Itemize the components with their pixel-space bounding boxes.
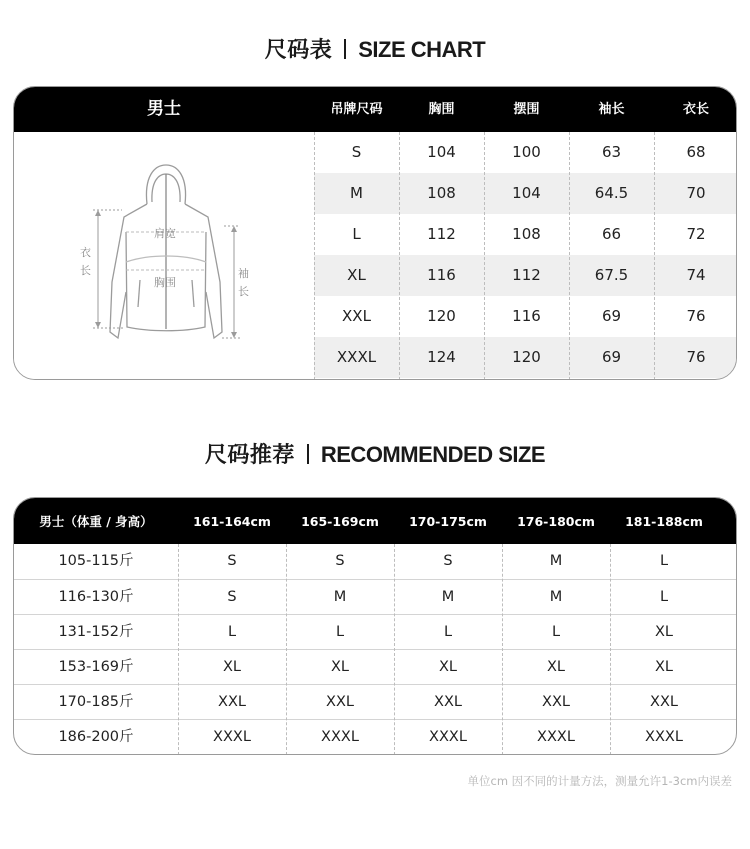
table-cell: 116-130斤 (58, 589, 134, 605)
table-cell: XXXL (321, 729, 359, 745)
table-cell: 63 (601, 143, 622, 161)
table-cell: L (659, 589, 669, 605)
table-cell: M (441, 589, 455, 605)
column-divider (569, 132, 570, 380)
column-divider (286, 544, 287, 755)
table-cell: S (443, 553, 453, 569)
header-tag-size: 吊牌尺码 (330, 102, 383, 117)
table-cell: L (551, 624, 561, 640)
table-cell: S (227, 589, 237, 605)
table-cell: 68 (686, 143, 706, 161)
recommended-title-cn: 尺码推荐 (204, 443, 295, 468)
size-chart-title (0, 33, 750, 64)
table-cell: XXXL (336, 348, 377, 366)
table-row (14, 579, 737, 614)
table-row (314, 173, 737, 214)
table-cell: 105-115斤 (58, 553, 134, 569)
table-row (14, 544, 737, 579)
table-cell: 72 (686, 225, 706, 243)
header-chest: 胸围 (428, 102, 455, 117)
table-cell: XXL (326, 694, 354, 710)
table-cell: L (659, 553, 669, 569)
table-cell: XL (654, 659, 673, 675)
table-cell: S (351, 143, 362, 161)
table-cell: 66 (601, 225, 622, 243)
table-cell: 112 (512, 266, 541, 284)
column-divider (654, 132, 655, 380)
table-cell: 76 (686, 307, 706, 325)
table-cell: S (227, 553, 237, 569)
table-cell: M (549, 589, 563, 605)
table-cell: 116 (512, 307, 541, 325)
table-cell: 112 (427, 225, 456, 243)
table-cell: 120 (512, 348, 541, 366)
table-cell: 74 (686, 266, 706, 284)
table-cell: 108 (512, 225, 541, 243)
header-sleeve: 袖长 (598, 102, 625, 117)
chest-label: 胸围 (154, 276, 176, 289)
table-cell: M (549, 553, 563, 569)
shoulder-width-label: 肩宽 (154, 227, 176, 240)
table-cell: XXXL (213, 729, 251, 745)
table-cell: S (335, 553, 345, 569)
sleeve-label-1: 袖 (238, 267, 249, 280)
table-row (14, 614, 737, 649)
recommended-title-en: RECOMMENDED SIZE (320, 442, 546, 467)
table-row (314, 214, 737, 255)
size-chart-header (14, 87, 736, 132)
column-divider (178, 544, 179, 755)
table-cell: 70 (686, 184, 706, 202)
table-row (314, 337, 737, 378)
length-label-2: 长 (80, 264, 91, 277)
table-cell: XL (330, 659, 349, 675)
table-cell: 69 (601, 307, 622, 325)
size-chart-title-cn: 尺码表 (264, 38, 333, 63)
table-cell: L (443, 624, 453, 640)
recommended-size-title (0, 438, 750, 469)
recommended-header (14, 498, 736, 544)
table-row (314, 132, 737, 173)
table-cell: 69 (601, 348, 622, 366)
header-height-range: 181-188cm (625, 514, 703, 529)
table-cell: XXL (218, 694, 246, 710)
table-cell: XL (347, 266, 366, 284)
size-chart-title-en: SIZE CHART (358, 37, 486, 62)
table-cell: XL (222, 659, 241, 675)
jacket-outline-illustration (14, 132, 314, 380)
table-cell: XXL (342, 307, 371, 325)
sleeve-label-2: 长 (238, 285, 249, 298)
table-cell: XL (546, 659, 565, 675)
header-height-range: 176-180cm (517, 514, 595, 529)
table-cell: M (350, 184, 363, 202)
table-cell: 116 (427, 266, 456, 284)
table-cell: 120 (427, 307, 456, 325)
table-cell: XXXL (429, 729, 467, 745)
size-chart-table (13, 86, 737, 380)
table-cell: M (333, 589, 347, 605)
table-cell: XXL (434, 694, 462, 710)
table-cell: L (227, 624, 237, 640)
table-cell: 170-185斤 (58, 694, 134, 710)
header-hem: 摆围 (513, 102, 540, 117)
header-length: 衣长 (682, 102, 709, 117)
recommended-size-table (13, 497, 737, 755)
table-cell: 131-152斤 (58, 624, 134, 640)
table-cell: XXL (650, 694, 678, 710)
column-divider (314, 132, 315, 380)
jacket-measurement-diagram (14, 132, 314, 380)
table-cell: 153-169斤 (58, 659, 134, 675)
table-cell: XL (654, 624, 673, 640)
table-cell: XXXL (645, 729, 683, 745)
table-cell: 124 (427, 348, 456, 366)
table-cell: 104 (427, 143, 456, 161)
table-cell: XL (438, 659, 457, 675)
length-label-1: 衣 (80, 246, 91, 259)
table-row (314, 255, 737, 296)
table-cell: L (335, 624, 345, 640)
table-cell: XXL (542, 694, 570, 710)
table-row (14, 684, 737, 719)
table-cell: 104 (512, 184, 541, 202)
table-cell: 108 (427, 184, 456, 202)
title-separator (344, 39, 346, 59)
table-row (314, 296, 737, 337)
title-separator (307, 444, 309, 464)
header-height-range: 161-164cm (193, 514, 271, 529)
column-divider (394, 544, 395, 755)
column-divider (502, 544, 503, 755)
table-cell: 67.5 (594, 266, 629, 284)
table-cell: L (352, 225, 361, 243)
column-divider (610, 544, 611, 755)
table-cell: 64.5 (594, 184, 629, 202)
measurement-note: 单位cm 因不同的计量方法，测量允许1-3cm内误差 (467, 774, 732, 788)
table-cell: XXXL (537, 729, 575, 745)
table-cell: 100 (512, 143, 541, 161)
header-weight-height: 男士（体重 / 身高） (39, 514, 153, 529)
column-divider (484, 132, 485, 380)
table-row (14, 649, 737, 684)
column-divider (399, 132, 400, 380)
header-height-range: 165-169cm (301, 514, 379, 529)
section-label-men: 男士 (147, 99, 181, 119)
table-cell: 186-200斤 (58, 729, 134, 745)
table-cell: 76 (686, 348, 706, 366)
header-height-range: 170-175cm (409, 514, 487, 529)
table-row (14, 719, 737, 754)
